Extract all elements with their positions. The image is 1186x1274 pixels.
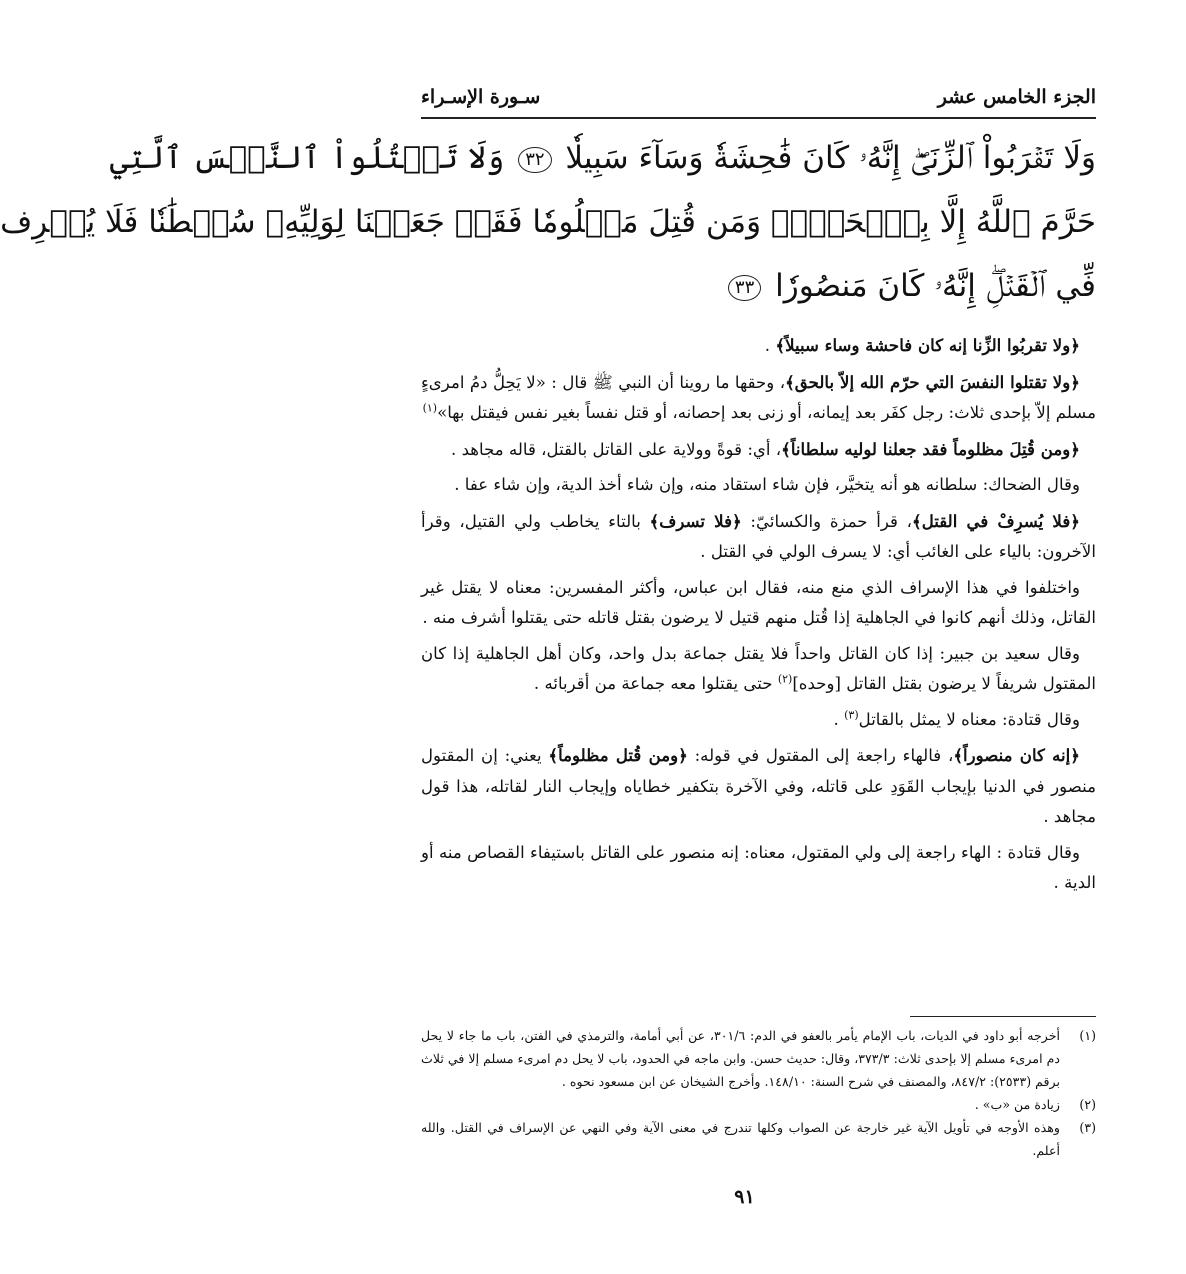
footnote-ref: (١) — [422, 401, 438, 415]
footnote-ref: (٣) — [844, 707, 859, 721]
ayah-number-marker: ٣٢ — [518, 147, 551, 173]
verse-text: وَلَا تَقۡرَبُواْ ٱلزِّنَىٰٓۖ إِنَّهُۥ كَانَ فَٰحِشَةٗ وَسَآءَ سَبِيلٗا — [565, 140, 1096, 176]
footnote-number: (١) — [1079, 1028, 1096, 1043]
quoted-verse: ﴿فلا تسرف﴾ — [649, 510, 742, 531]
paragraph-text: ، وحقها ما روينا أن النبي ﷺ قال : «لا يَحِلُّ دمُ امرىءٍ مسلم إلاّ بإحدى ثلاث: رجل كفَر بعد إيمانه، أو زنى بعد إحصانه، أو قتل نفساً بغير نفس فيقتل بها» — [421, 372, 1096, 422]
footnote — [421, 1093, 1096, 1116]
header-surah-title: سـورة الإسـراء — [421, 86, 541, 108]
paragraph — [421, 705, 1096, 736]
verse-text: فِّي ٱلۡقَتۡلِۖ إِنَّهُۥ كَانَ مَنصُورٗا — [775, 268, 1096, 304]
footnote-text: أخرجه أبو داود في الديات، باب الإمام يأمر بالعفو في الدم: ٣٠١/٦، عن أبي أمامة، والترمذي في الفتن، باب ما جاء لا يحل دم امرىء مسلم إلا بإحدى ثلاث: ٣٧٣/٣، وقال: حديث حسن. وابن ماجه في الحدود، باب لا يحل دم امرىء مسلم إلا في ثلاث برقم (٢٥٣٣): ٨٤٧/٢، والمصنف في شرح السنة: ١٤٨/١٠. وأخرج الشيخان عن ابن مسعود نحوه . — [421, 1028, 1060, 1089]
paragraph-text: ، أي: قوةً وولاية على القاتل بالقتل، قاله مجاهد . — [451, 439, 782, 459]
ayah-number-marker: ٣٣ — [728, 275, 761, 301]
header-divider — [421, 117, 1096, 119]
paragraph-text: ، قرأ حمزة والكسائيّ: — [741, 511, 912, 531]
paragraph: واختلفوا في هذا الإسراف الذي منع منه، فقال ابن عباس، وأكثر المفسرين: معناه لا يقتل غير القاتل، وذلك أنهم كانوا في الجاهلية إذا قُتل منهم قتيل لا يرضون بقتل قاتله حتى يقتلوا أشرف منه . — [421, 577, 1096, 627]
paragraph-text: بالتاء يخاطب ولي القتيل، وقرأ الآخرون: بالياء على الغائب أي: لا يسرف الولي في القتل . — [421, 511, 1096, 561]
footnote-ref: (٢) — [777, 672, 793, 686]
paragraph — [421, 330, 1096, 362]
commentary-text — [421, 330, 1096, 904]
footnote — [421, 1024, 1096, 1093]
quran-verse-block — [0, 126, 1096, 318]
page-number: ٩١ — [734, 1186, 755, 1208]
header-part-title: الجزء الخامس عشر — [937, 86, 1096, 108]
quoted-verse: ﴿ولا تقتلوا النفسَ التي حرّم الله إلاّ بالحق﴾ — [785, 371, 1080, 392]
footnote-number: (٣) — [1079, 1120, 1096, 1135]
paragraph — [421, 506, 1096, 568]
footnote-divider — [910, 1016, 1096, 1017]
footnotes — [421, 1024, 1096, 1162]
paragraph: وقال الضحاك: سلطانه هو أنه يتخيَّر، فإن شاء استقاد منه، وإن شاء أخذ الدية، وإن شاء عفا . — [454, 475, 1080, 494]
paragraph — [421, 740, 1096, 833]
paragraph-text: ، فالهاء راجعة إلى المقتول في قوله: — [687, 746, 954, 765]
paragraph-text: . — [833, 709, 845, 729]
verse-text: وَلَا تَقۡتُلُواْ ٱلنَّفۡسَ ٱلَّتِي — [109, 140, 505, 176]
verse-line-1 — [109, 126, 1096, 190]
verse-line-3 — [421, 254, 1096, 318]
paragraph — [421, 367, 1096, 429]
quoted-verse: ﴿ولا تقربُوا الزِّنا إنه كان فاحشة وساء سبيلاً﴾ — [775, 335, 1080, 355]
paragraph-text: وقال سعيد بن جبير: إذا كان القاتل واحداً فلا يقتل جماعة بدل واحد، وكان أهل الجاهلية إذا كان المقتول شريفاً لا يرضون بقتل القاتل [وحده] — [421, 643, 1096, 693]
paragraph-text: . — [764, 336, 776, 355]
quoted-verse: ﴿فلا يُسرِفْ في القتل﴾ — [911, 510, 1080, 531]
paragraph-text: حتى يقتلوا معه جماعة من أقربائه . — [533, 674, 778, 693]
paragraph-text: وقال قتادة: معناه لا يمثل بالقاتل — [858, 709, 1080, 729]
paragraph — [421, 434, 1096, 466]
footnote-number: (٢) — [1079, 1097, 1096, 1112]
quoted-verse: ﴿ومن قُتِلَ مظلوماً فقد جعلنا لوليه سلطاناً﴾ — [781, 438, 1080, 459]
quoted-verse: ﴿ومن قُتل مظلوماً﴾ — [548, 745, 688, 765]
paragraph — [421, 639, 1096, 700]
footnote — [421, 1116, 1096, 1162]
paragraph-text: يعني: إن المقتول منصور في الدنيا بإيجاب القَوَدِ على قاتله، وفي الآخرة بتكفير خطاياه وإيجاب النار لقاتله، هذا قول مجاهد . — [421, 746, 1096, 826]
quoted-verse: ﴿إنه كان منصوراً﴾ — [953, 745, 1080, 765]
footnote-text: وهذه الأوجه في تأويل الآية غير خارجة عن الصواب وكلها تندرج في معنى الآية وفي النهي عن الإسراف في القتل. والله أعلم. — [421, 1120, 1060, 1158]
footnote-text: زيادة من «ب» . — [974, 1097, 1060, 1112]
paragraph: وقال قتادة : الهاء راجعة إلى ولي المقتول، معناه: إنه منصور على القاتل باستيفاء القصاص منه أو الدية . — [421, 842, 1096, 892]
running-header — [421, 84, 1096, 110]
verse-line-2: حَرَّمَ ٱللَّهُ إِلَّا بِٱلۡحَقِّۗ وَمَن قُتِلَ مَظۡلُومٗا فَقَدۡ جَعَلۡنَا لِوَلِيِّهِۦ سُلۡطَٰنٗا فَلَا يُسۡرِف — [0, 204, 1096, 240]
